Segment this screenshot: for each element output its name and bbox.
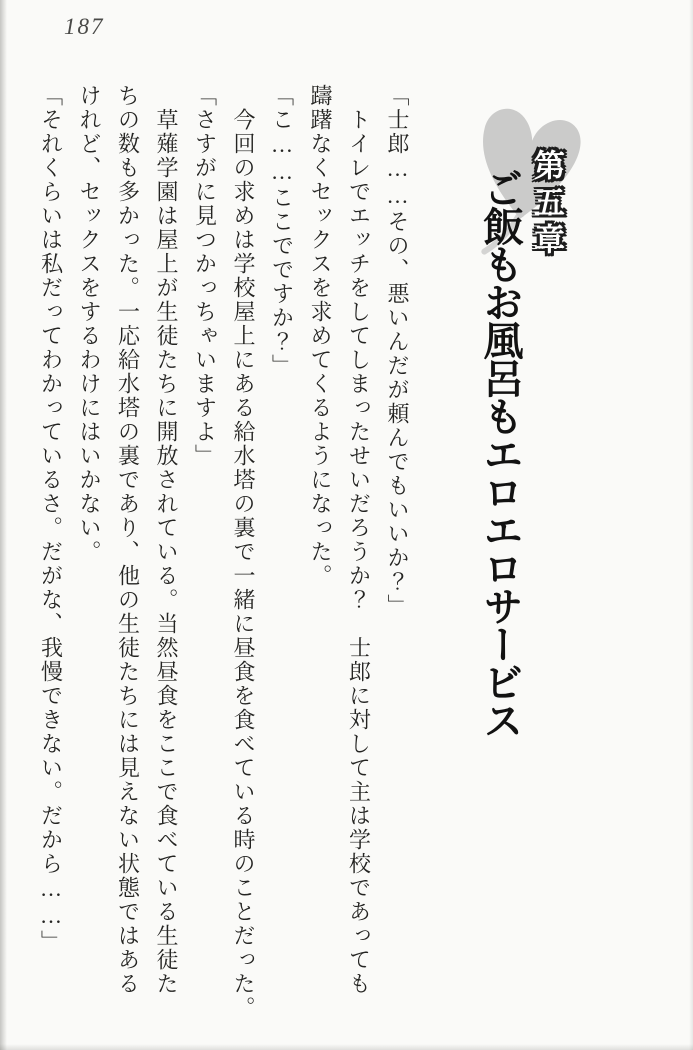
scan-edge-right	[689, 0, 693, 1050]
text-line: 「士郎……その、悪いんだが頼んでもいいか？」	[385, 84, 410, 618]
page-number: 187	[64, 14, 105, 39]
chapter-title: ご飯もお風呂もエロエロサービス	[477, 168, 523, 738]
text-line: ちの数も多かった。一応給水塔の裏であり、他の生徒たちには見えない状態ではある	[115, 84, 141, 996]
text-line: 「それくらいは私だってわかっているさ。だがな、我慢できない。だから……」	[38, 84, 64, 954]
text-line: けれど、セックスをするわけにはいかない。	[77, 84, 102, 564]
body-text	[30, 84, 416, 1034]
scan-edge-bottom	[0, 1044, 693, 1050]
chapter-number-badge: 第五章	[528, 149, 564, 260]
text-line: 今回の求めは学校屋上にある給水塔の裏で一緒に昼食を食べている時のことだった。	[231, 108, 256, 1020]
text-line: トイレでエッチをしてしまったせいだろうか？ 士郎に対して主は学校であっても	[346, 108, 372, 996]
text-line: 「こ……ここでですか？」	[269, 84, 295, 378]
text-line: 躊躇なくセックスを求めてくるようになった。	[308, 84, 333, 588]
text-line: 「さすがに見つかっちゃいますよ」	[192, 84, 218, 468]
text-line: 草薙学園は屋上が生徒たちに開放されている。当然昼食をここで食べている生徒た	[154, 108, 179, 996]
scan-edge-left	[0, 0, 7, 1050]
